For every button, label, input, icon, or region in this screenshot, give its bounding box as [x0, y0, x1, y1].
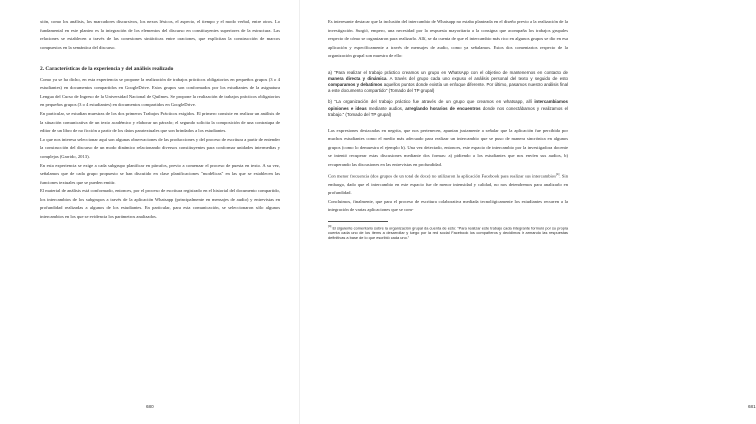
- paragraph: Lo que nos interesa seleccionar aquí son algunas observaciones de las producciones y del proceso de escritura a partir de entender la construcción del discurso de un modo dinámico relacionando diversos constituyentes para conformar unidades intermedias y complejas (Garrido, 2013).: [40, 136, 280, 159]
- emphasis: intercambiamos opiniones e ideas: [328, 99, 568, 111]
- paragraph: El material de análisis está conformado, entonces, por el proceso de escritura registrado en el historial del documento compartido, los intercambios de los subgrupos a través de la aplicación Whatsapp (principalmente en mensajes de audio) y entrevistas en profundidad realizadas a algunos de los estudiantes. En particular, para esta comunicación, se seleccionaron sólo algunos intercambios en los que se evidencia los parámetros analizados.: [40, 188, 280, 220]
- right-page: [300, 0, 756, 424]
- footnote-ref[interactable]: [4]: [555, 171, 560, 176]
- paragraph: xión, como los análisis, los marcadores discursivos, los nexos léxicos, el aspecto, el tiempo y el modo verbal, entre otros. Lo fundamental en este planteo es la integración de los elementos del discurso en constituyentes superiores de la estructura. Las relaciones se establecen a través de las conexiones sintácticas entre oraciones, que explicitan la construcción de marcos compuestos en la semántica del discurso.: [40, 19, 280, 50]
- footnote-mark: [4]: [328, 223, 332, 228]
- footnote: [4] El siguiente comentario sobre la organización grupal da cuenta de esto: "Para realizar este trabajo cada integrante formuló por su propia cuenta cada uno de los ítems a desarrollar y luego por la red social Facebook los compañeros y decidimos ir armando las respuestas definitivas a base de lo que escribió cada uno.": [328, 223, 568, 240]
- paragraph: En esta experiencia se exige a cada subgrupo planificar en párrafos, previo a comenzar el proceso de puesta en texto. A su vez, señalamos que de cada grupo propuesto se han discutido en clase planificaciones "modélicas" en las que se establecen las funciones textuales que se pueden emitir.: [40, 162, 280, 185]
- left-body: [40, 18, 280, 222]
- paragraph: Concluimos, finalmente, que para el proceso de escritura colaborativa mediada tecnológicamente los estudiantes recurren a la integración de varias aplicaciones que se com-: [328, 198, 568, 213]
- footnote-divider: [328, 221, 388, 222]
- paragraph: En particular, se estudian muestras de los dos primeros Trabajos Prácticos exigidos. El primero consiste en realizar un análisis de la situación comunicativa de un texto académico y elaborar un párrafo; el segundo solicita la composición de una contratapa de editor de un libro de no ficción a partir de los datos paratextuales que son brindados a los estudiantes.: [40, 110, 280, 134]
- paragraph: Es interesante destacar que la inclusión del intercambio de Whatsapp no estaba planteada en el diseño previo a la realización de la investigación. Surgió, empero, una necesidad por la respuesta mayoritaria a la consigna que acompaña los trabajos grupales respecto de cómo se organizaron para realizarlo. Allí, se da cuenta de que el intercambio más rico en algunos grupos se dio en esa aplicación y específicamente a través de mensajes de audio, como ya señalamos. Estos dos comentarios respecto de la organización grupal son muestra de ello:: [328, 19, 568, 59]
- quote-b: b) "La organización del trabajo práctico fue através de un grupo que creamos en whatsapp, allí intercambiamos opiniones e ideas mediante audios, arreglando horarios de encuentros donde nos conectábamos y realizamos el trabajo." (Tomado del TP grupal): [328, 99, 569, 117]
- paragraph: Las expresiones destacadas en negrita, que nos pertenecen, apuntan justamente a señalar que la aplicación fue percibida por muchos estudiantes como el medio más adecuado para realizar un intercambio que se puso de manera sincrónica en algunos grupos (como lo demuestra el ejemplo b). Una vez detectado, entonces, este espacio de intercambio por la investigadora docente se intentó recuperar estas discusiones mediante dos formas: a) pidiendo a los estudiantes que nos envíen sus audios, b) recuperando las discusiones en las entrevistas en profundidad.: [328, 127, 568, 167]
- paragraph: Como ya se ha dicho, en esta experiencia se propone la realización de trabajos prácticos obligatorios en pequeños grupos (3 o 4 estudiantes) en documentos compartidos en GoogleDrive. Estos grupos son conformados por los estudiantes de la asignatura Lengua del Curso de Ingreso de la Universidad Nacional de Quilmes. Se propone la realización de trabajos prácticos obligatorios en pequeños grupos (3 o 4 estudiantes) en documentos compartidos en GoogleDrive.: [40, 76, 280, 108]
- quote-a: a) "Para realizar el trabajo práctico creamos un grupo en WhatsApp con el objetivo de mantenernos en contacto de manera directa y dinámica. A través del grupo cada uno expuso el análisis personal del texto y seguido de esto comparamos y debatimos aquellos puntos donde existía un enfoque diferente. Por último, pasamos nuestro análisis final a este documento compartido" (Tomado del TP grupal): [328, 69, 569, 94]
- page-number: 681: [748, 404, 756, 409]
- emphasis: comparamos y debatimos: [328, 81, 383, 87]
- paragraph: Con menor frecuencia (dos grupos de un total de doce) no utilizaron la aplicación Facebook para realizar sus intercambios[4]. Sin embargo, dado que el intercambio en este espacio fue de menor intensidad y calidad, no nos detendremos para analizarlo en profundidad.: [328, 171, 568, 196]
- left-page: [0, 0, 300, 424]
- emphasis: arreglando horarios de encuentros: [405, 105, 481, 111]
- page-number: 680: [146, 404, 154, 409]
- emphasis: manera directa y dinámica: [328, 75, 387, 81]
- section-heading: 2. Características de la experiencia y del análisis realizado: [40, 65, 174, 72]
- right-body: [328, 18, 568, 215]
